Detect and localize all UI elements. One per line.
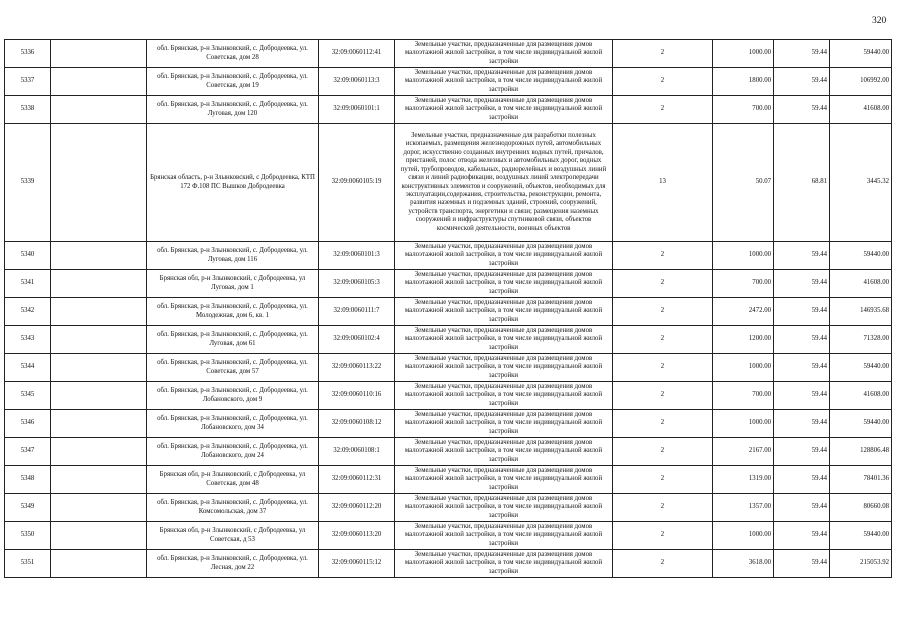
record-number-cell: 5340 — [5, 242, 51, 270]
specific-value-cell: 59.44 — [774, 68, 830, 96]
specific-value-cell: 59.44 — [774, 410, 830, 438]
spacer-cell — [51, 438, 147, 466]
area-cell: 2167.00 — [713, 438, 774, 466]
cadastral-value-cell: 78401.36 — [830, 466, 892, 494]
specific-value-cell: 59.44 — [774, 270, 830, 298]
cadastral-number-cell: 32:09:0060112:31 — [319, 466, 395, 494]
address-cell: обл. Брянская, р-н Злынковский, с. Добродеевка, ул. Лобановского, дом 34 — [147, 410, 319, 438]
address-cell: обл. Брянская, р-н Злынковский, с. Добродеевка, ул. Лесная, дом 22 — [147, 550, 319, 578]
table-row — [5, 494, 892, 522]
land-use-cell: Земельные участки, предназначенные для размещения домов малоэтажной жилой застройки, в том числе индивидуальной жилой застройки — [395, 68, 613, 96]
table-row — [5, 270, 892, 298]
area-cell: 1000.00 — [713, 410, 774, 438]
land-use-cell: Земельные участки, предназначенные для размещения домов малоэтажной жилой застройки, в том числе индивидуальной жилой застройки — [395, 40, 613, 68]
record-number-cell: 5347 — [5, 438, 51, 466]
area-cell: 700.00 — [713, 96, 774, 124]
cadastral-number-cell: 32:09:0060112:41 — [319, 40, 395, 68]
table-row — [5, 522, 892, 550]
table-row — [5, 326, 892, 354]
address-cell: обл. Брянская, р-н Злынковский, с. Добродеевка, ул. Советская, дом 28 — [147, 40, 319, 68]
area-cell: 2472.00 — [713, 298, 774, 326]
specific-value-cell: 59.44 — [774, 382, 830, 410]
category-cell: 2 — [613, 382, 713, 410]
land-use-cell: Земельные участки, предназначенные для размещения домов малоэтажной жилой застройки, в том числе индивидуальной жилой застройки — [395, 298, 613, 326]
cadastral-number-cell: 32:09:0060111:7 — [319, 298, 395, 326]
address-cell: Брянская обл, р-н Злынковский, с Добродеевка, ул Луговая, дом 1 — [147, 270, 319, 298]
cadastral-number-cell: 32:09:0060113:22 — [319, 354, 395, 382]
cadastral-value-table — [4, 39, 892, 578]
cadastral-value-cell: 41608.00 — [830, 270, 892, 298]
category-cell: 13 — [613, 124, 713, 242]
area-cell: 1200.00 — [713, 326, 774, 354]
address-cell: обл. Брянская, р-н Злынковский, с. Добродеевка, ул. Молодежная, дом 6, кв. 1 — [147, 298, 319, 326]
cadastral-value-cell: 59440.00 — [830, 410, 892, 438]
area-cell: 1000.00 — [713, 354, 774, 382]
cadastral-value-cell: 59440.00 — [830, 354, 892, 382]
land-use-cell: Земельные участки, предназначенные для размещения домов малоэтажной жилой застройки, в том числе индивидуальной жилой застройки — [395, 438, 613, 466]
spacer-cell — [51, 354, 147, 382]
cadastral-value-cell: 41608.00 — [830, 382, 892, 410]
spacer-cell — [51, 410, 147, 438]
category-cell: 2 — [613, 298, 713, 326]
address-cell: обл. Брянская, р-н Злынковский, с. Добродеевка, ул. Луговая, дом 120 — [147, 96, 319, 124]
category-cell: 2 — [613, 242, 713, 270]
land-use-cell: Земельные участки, предназначенные для размещения домов малоэтажной жилой застройки, в том числе индивидуальной жилой застройки — [395, 270, 613, 298]
category-cell: 2 — [613, 354, 713, 382]
land-use-cell: Земельные участки, предназначенные для размещения домов малоэтажной жилой застройки, в том числе индивидуальной жилой застройки — [395, 494, 613, 522]
spacer-cell — [51, 466, 147, 494]
land-use-cell: Земельные участки, предназначенные для размещения домов малоэтажной жилой застройки, в том числе индивидуальной жилой застройки — [395, 466, 613, 494]
cadastral-number-cell: 32:09:0060110:16 — [319, 382, 395, 410]
cadastral-value-cell: 59440.00 — [830, 522, 892, 550]
address-cell: Брянская область, р-н Злынковский, с Добродеевка, КТП 172 Ф.108 ПС Вышков Добродеевка — [147, 124, 319, 242]
specific-value-cell: 59.44 — [774, 494, 830, 522]
spacer-cell — [51, 40, 147, 68]
spacer-cell — [51, 494, 147, 522]
cadastral-number-cell: 32:09:0060113:3 — [319, 68, 395, 96]
area-cell: 1357.00 — [713, 494, 774, 522]
cadastral-number-cell: 32:09:0060115:12 — [319, 550, 395, 578]
category-cell: 2 — [613, 410, 713, 438]
category-cell: 2 — [613, 494, 713, 522]
category-cell: 2 — [613, 438, 713, 466]
cadastral-number-cell: 32:09:0060112:20 — [319, 494, 395, 522]
land-use-cell: Земельные участки, предназначенные для размещения домов малоэтажной жилой застройки, в том числе индивидуальной жилой застройки — [395, 96, 613, 124]
record-number-cell: 5336 — [5, 40, 51, 68]
table-row — [5, 410, 892, 438]
area-cell: 700.00 — [713, 270, 774, 298]
address-cell: обл. Брянская, р-н Злынковский, с. Добродеевка, ул. Комсомольская, дом 37 — [147, 494, 319, 522]
table-row — [5, 96, 892, 124]
address-cell: обл. Брянская, р-н Злынковский, с. Добродеевка, ул. Луговая, дом 116 — [147, 242, 319, 270]
address-cell: Брянская обл, р-н Злынковский, с Добродеевка, ул Советская, дом 48 — [147, 466, 319, 494]
specific-value-cell: 59.44 — [774, 298, 830, 326]
table-row — [5, 124, 892, 242]
area-cell: 1000.00 — [713, 522, 774, 550]
area-cell: 1319.00 — [713, 466, 774, 494]
record-number-cell: 5343 — [5, 326, 51, 354]
record-number-cell: 5349 — [5, 494, 51, 522]
specific-value-cell: 59.44 — [774, 466, 830, 494]
spacer-cell — [51, 270, 147, 298]
area-cell: 50.07 — [713, 124, 774, 242]
table-row — [5, 40, 892, 68]
cadastral-value-cell: 215053.92 — [830, 550, 892, 578]
spacer-cell — [51, 68, 147, 96]
spacer-cell — [51, 242, 147, 270]
table-row — [5, 382, 892, 410]
cadastral-value-cell: 71328.00 — [830, 326, 892, 354]
cadastral-number-cell: 32:09:0060102:4 — [319, 326, 395, 354]
category-cell: 2 — [613, 326, 713, 354]
record-number-cell: 5341 — [5, 270, 51, 298]
specific-value-cell: 59.44 — [774, 438, 830, 466]
category-cell: 2 — [613, 270, 713, 298]
address-cell: обл. Брянская, р-н Злынковский, с. Добродеевка, ул. Луговая, дом 61 — [147, 326, 319, 354]
land-use-cell: Земельные участки, предназначенные для размещения домов малоэтажной жилой застройки, в том числе индивидуальной жилой застройки — [395, 326, 613, 354]
specific-value-cell: 59.44 — [774, 242, 830, 270]
specific-value-cell: 59.44 — [774, 40, 830, 68]
land-use-cell: Земельные участки, предназначенные для размещения домов малоэтажной жилой застройки, в том числе индивидуальной жилой застройки — [395, 354, 613, 382]
spacer-cell — [51, 124, 147, 242]
record-number-cell: 5346 — [5, 410, 51, 438]
cadastral-number-cell: 32:09:0060101:1 — [319, 96, 395, 124]
record-number-cell: 5342 — [5, 298, 51, 326]
area-cell: 3618.00 — [713, 550, 774, 578]
record-number-cell: 5345 — [5, 382, 51, 410]
cadastral-value-cell: 41608.00 — [830, 96, 892, 124]
category-cell: 2 — [613, 550, 713, 578]
specific-value-cell: 59.44 — [774, 96, 830, 124]
land-use-cell: Земельные участки, предназначенные для размещения домов малоэтажной жилой застройки, в том числе индивидуальной жилой застройки — [395, 242, 613, 270]
table-row — [5, 438, 892, 466]
category-cell: 2 — [613, 40, 713, 68]
cadastral-number-cell: 32:09:0060113:20 — [319, 522, 395, 550]
table-row — [5, 354, 892, 382]
area-cell: 1000.00 — [713, 40, 774, 68]
category-cell: 2 — [613, 96, 713, 124]
page-number: 320 — [872, 16, 887, 26]
area-cell: 1800.00 — [713, 68, 774, 96]
cadastral-value-cell: 80660.08 — [830, 494, 892, 522]
table-row — [5, 242, 892, 270]
cadastral-value-cell: 128806.48 — [830, 438, 892, 466]
cadastral-value-cell: 106992.00 — [830, 68, 892, 96]
specific-value-cell: 59.44 — [774, 354, 830, 382]
land-use-cell: Земельные участки, предназначенные для размещения домов малоэтажной жилой застройки, в том числе индивидуальной жилой застройки — [395, 550, 613, 578]
land-use-cell: Земельные участки, предназначенные для размещения домов малоэтажной жилой застройки, в том числе индивидуальной жилой застройки — [395, 522, 613, 550]
category-cell: 2 — [613, 522, 713, 550]
table-body — [5, 40, 892, 578]
cadastral-value-cell: 3445.32 — [830, 124, 892, 242]
table-row — [5, 298, 892, 326]
spacer-cell — [51, 96, 147, 124]
land-use-cell: Земельные участки, предназначенные для разработки полезных ископаемых, размещения железнодорожных путей, автомобильных дорог, искусственно созданных внутренних водных путей, причалов, пристаней, полос отвода железных и автомобильных дорог, водных путей, трубопроводов, кабельных, радиорелейных и воздушных линий связи и линий радиофикации, воздушных линий электропередачи конструктивных элементов и сооружений, объектов, необходимых для эксплуатации,содержания, строительства, реконструкции, ремонта, развития наземных и подземных зданий, строений, сооружений, устройств транспорта, энергетики и связи; размещения наземных сооружений и инфраструктуры спутниковой связи, объектов космической деятельности, военных объектов — [395, 124, 613, 242]
table-row — [5, 466, 892, 494]
cadastral-number-cell: 32:09:0060108:1 — [319, 438, 395, 466]
address-cell: обл. Брянская, р-н Злынковский, с. Добродеевка, ул. Лобановского, дом 24 — [147, 438, 319, 466]
category-cell: 2 — [613, 68, 713, 96]
address-cell: Брянская обл, р-н Злынковский, с Добродеевка, ул Советская, д 53 — [147, 522, 319, 550]
cadastral-value-cell: 59440.00 — [830, 242, 892, 270]
cadastral-number-cell: 32:09:0060105:19 — [319, 124, 395, 242]
cadastral-number-cell: 32:09:0060105:3 — [319, 270, 395, 298]
cadastral-value-cell: 59440.00 — [830, 40, 892, 68]
record-number-cell: 5337 — [5, 68, 51, 96]
category-cell: 2 — [613, 466, 713, 494]
cadastral-number-cell: 32:09:0060108:12 — [319, 410, 395, 438]
specific-value-cell: 59.44 — [774, 326, 830, 354]
record-number-cell: 5339 — [5, 124, 51, 242]
table-row — [5, 550, 892, 578]
address-cell: обл. Брянская, р-н Злынковский, с. Добродеевка, ул. Советская, дом 19 — [147, 68, 319, 96]
address-cell: обл. Брянская, р-н Злынковский, с. Добродеевка, ул. Советская, дом 57 — [147, 354, 319, 382]
land-use-cell: Земельные участки, предназначенные для размещения домов малоэтажной жилой застройки, в том числе индивидуальной жилой застройки — [395, 382, 613, 410]
spacer-cell — [51, 326, 147, 354]
table-row — [5, 68, 892, 96]
specific-value-cell: 59.44 — [774, 550, 830, 578]
record-number-cell: 5350 — [5, 522, 51, 550]
record-number-cell: 5348 — [5, 466, 51, 494]
area-cell: 1000.00 — [713, 242, 774, 270]
area-cell: 700.00 — [713, 382, 774, 410]
cadastral-value-cell: 146935.68 — [830, 298, 892, 326]
address-cell: обл. Брянская, р-н Злынковский, с. Добродеевка, ул. Лобановского, дом 9 — [147, 382, 319, 410]
spacer-cell — [51, 298, 147, 326]
record-number-cell: 5351 — [5, 550, 51, 578]
land-use-cell: Земельные участки, предназначенные для размещения домов малоэтажной жилой застройки, в том числе индивидуальной жилой застройки — [395, 410, 613, 438]
spacer-cell — [51, 522, 147, 550]
cadastral-number-cell: 32:09:0060101:3 — [319, 242, 395, 270]
record-number-cell: 5344 — [5, 354, 51, 382]
spacer-cell — [51, 382, 147, 410]
spacer-cell — [51, 550, 147, 578]
specific-value-cell: 68.81 — [774, 124, 830, 242]
record-number-cell: 5338 — [5, 96, 51, 124]
specific-value-cell: 59.44 — [774, 522, 830, 550]
